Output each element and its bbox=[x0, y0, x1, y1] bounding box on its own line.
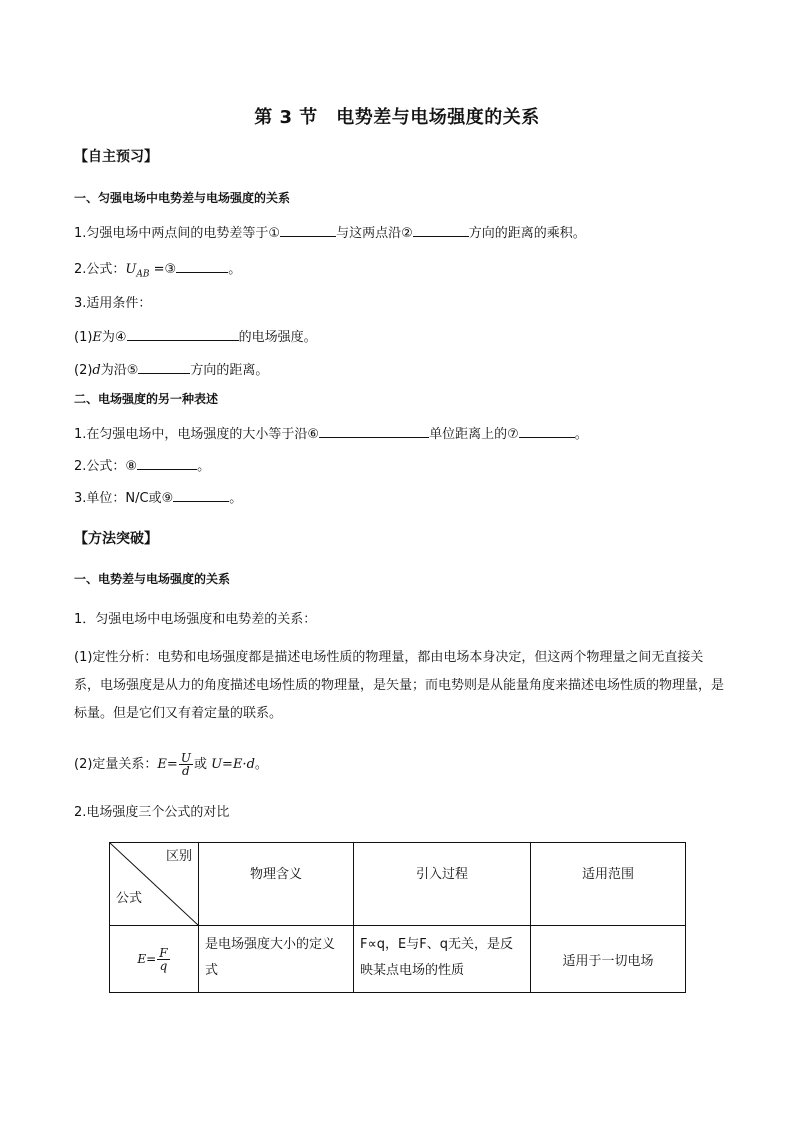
page-title: 第 3 节 电势差与电场强度的关系 bbox=[254, 107, 540, 128]
fraction-U-over-d bbox=[179, 752, 193, 777]
text: 与这两点沿② bbox=[336, 226, 413, 241]
fill-blank-8[interactable] bbox=[137, 455, 197, 470]
text: 2.公式： bbox=[74, 262, 126, 277]
text: 为④ bbox=[101, 330, 127, 345]
table-header-cell bbox=[354, 843, 531, 926]
text: 。 bbox=[254, 757, 268, 772]
preview-item1 bbox=[74, 222, 586, 243]
fraction-numerator: F bbox=[159, 945, 168, 960]
fill-blank-1[interactable] bbox=[280, 222, 336, 237]
fraction-numerator: U bbox=[180, 751, 191, 765]
text: 的电场强度。 bbox=[238, 330, 317, 345]
text: 。 bbox=[228, 262, 242, 277]
table-corner-cell bbox=[110, 843, 199, 926]
header-process: 引入过程 bbox=[415, 867, 468, 882]
text: =③ bbox=[149, 262, 177, 277]
var-E: E bbox=[157, 757, 167, 772]
text: 方向的距离的乘积。 bbox=[468, 226, 586, 241]
cell-text: F∝q，E与F、q无关，是反映某点电场的性质 bbox=[360, 937, 513, 978]
text: (2) bbox=[74, 363, 93, 378]
text: 3.单位：N/C或⑨ bbox=[74, 491, 174, 506]
fraction-F-over-q bbox=[157, 947, 169, 972]
method-section1-title: 一、电势差与电场强度的关系 bbox=[74, 572, 231, 586]
corner-label-top: 区别 bbox=[165, 849, 192, 864]
formula-lhs: E= bbox=[137, 951, 157, 966]
method-heading: 【方法突破】 bbox=[74, 531, 158, 547]
table-cell-scope bbox=[531, 926, 686, 993]
text: 1.匀强电场中两点间的电势差等于① bbox=[74, 226, 281, 241]
method-item1: 1．匀强电场中电场强度和电势差的关系： bbox=[74, 612, 317, 627]
preview-s2-item3 bbox=[74, 487, 242, 508]
table-header-cell bbox=[531, 843, 686, 926]
fill-blank-9[interactable] bbox=[173, 487, 229, 502]
text: 。 bbox=[574, 427, 588, 442]
method-item2: 2.电场强度三个公式的对比 bbox=[74, 805, 230, 820]
method-quantitative bbox=[74, 752, 268, 778]
preview-item3-2 bbox=[74, 359, 268, 380]
preview-item2 bbox=[74, 258, 241, 284]
header-meaning: 物理含义 bbox=[249, 867, 302, 882]
fill-blank-6[interactable] bbox=[319, 423, 429, 438]
fill-blank-2[interactable] bbox=[413, 222, 469, 237]
preview-section2-title: 二、电场强度的另一种表述 bbox=[74, 392, 219, 406]
preview-s2-item1 bbox=[74, 423, 588, 444]
table-header-cell bbox=[199, 843, 354, 926]
formula-sub: AB bbox=[136, 269, 150, 280]
formula: U=E·d bbox=[211, 757, 255, 772]
text: (2)定量关系： bbox=[74, 757, 158, 772]
fill-blank-3[interactable] bbox=[176, 258, 228, 273]
table-header-row bbox=[110, 843, 686, 926]
table-cell-meaning bbox=[199, 926, 354, 993]
table-cell-formula bbox=[110, 926, 199, 993]
text: 单位距离上的⑦ bbox=[429, 427, 519, 442]
formula-comparison-table bbox=[109, 842, 686, 993]
fill-blank-5[interactable] bbox=[138, 359, 190, 374]
method-qualitative-paragraph: (1)定性分析：电势和电场强度都是描述电场性质的物理量，都由电场本身决定，但这两个物理量之间无直接关系，电场强度是从力的角度描述电场性质的物理量，是矢量；而电势则是从能量角度来描述电场性质的物理量，是标量。但是它们又有着定量的联系。 bbox=[74, 650, 725, 721]
fraction-denominator: q bbox=[159, 958, 168, 973]
table-cell-process bbox=[354, 926, 531, 993]
cell-text: 是电场强度大小的定义式 bbox=[205, 937, 336, 978]
text: 。 bbox=[229, 491, 243, 506]
preview-item3: 3.适用条件： bbox=[74, 296, 152, 311]
var-E: E bbox=[92, 330, 102, 345]
fraction-denominator: d bbox=[182, 764, 190, 778]
text: 。 bbox=[197, 459, 211, 474]
fill-blank-4[interactable] bbox=[127, 326, 239, 341]
table-row bbox=[110, 926, 686, 993]
text: 1.在匀强电场中，电场强度的大小等于沿⑥ bbox=[74, 427, 320, 442]
text: 方向的距离。 bbox=[190, 363, 269, 378]
var-d: d bbox=[92, 363, 101, 378]
text: 2.公式：⑧ bbox=[74, 459, 138, 474]
fill-blank-7[interactable] bbox=[519, 423, 575, 438]
text: 为沿⑤ bbox=[100, 363, 139, 378]
formula-var: U bbox=[125, 262, 137, 277]
text: = bbox=[166, 757, 178, 772]
header-scope: 适用范围 bbox=[581, 867, 634, 882]
preview-heading: 【自主预习】 bbox=[74, 149, 158, 165]
text: 或 bbox=[193, 757, 212, 772]
preview-section1-title: 一、匀强电场中电势差与电场强度的关系 bbox=[74, 191, 291, 205]
corner-label-bottom: 公式 bbox=[116, 891, 143, 906]
text: (1) bbox=[74, 330, 93, 345]
preview-item3-1 bbox=[74, 326, 317, 347]
preview-s2-item2 bbox=[74, 455, 210, 476]
cell-text: 适用于一切电场 bbox=[562, 953, 654, 969]
